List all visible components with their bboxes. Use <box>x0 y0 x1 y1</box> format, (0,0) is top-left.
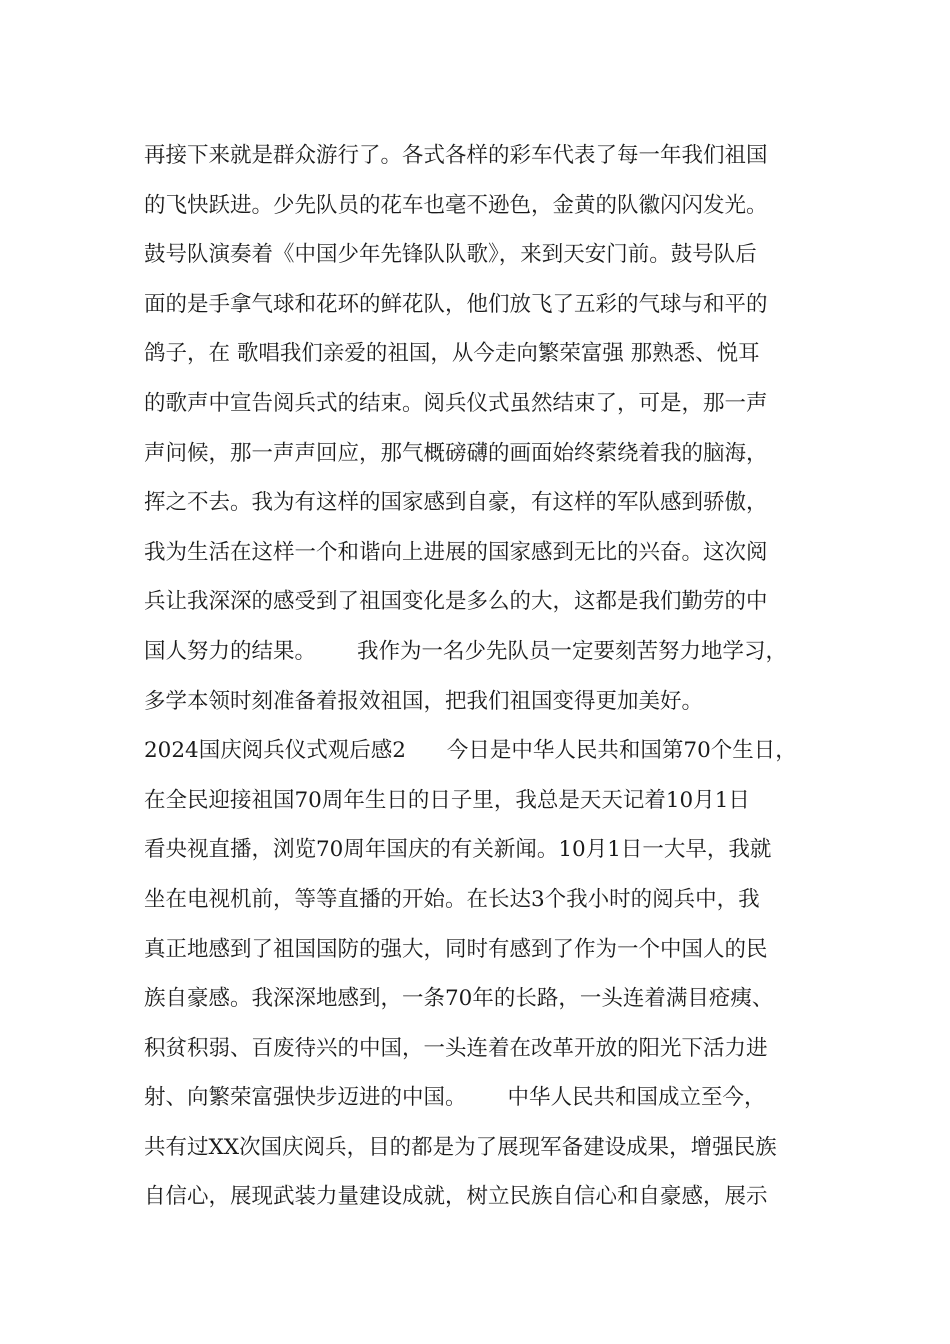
text-line: 自信心，展现武装力量建设成就，树立民族自信心和自豪感，展示 <box>144 1184 768 1210</box>
text-line: 国人努力的结果。 我作为一名少先队员一定要刻苦努力地学习， <box>144 638 788 664</box>
text-line: 族自豪感。我深深地感到，一条70年的长路，一头连着满目疮痍、 <box>144 986 774 1012</box>
text-line: 在全民迎接祖国70周年生日的日子里，我总是天天记着10月1日 <box>144 787 750 813</box>
text-line: 面的是手拿气球和花环的鲜花队，他们放飞了五彩的气球与和平的 <box>144 291 768 317</box>
text-line: 积贫积弱、百废待兴的中国，一头连着在改革开放的阳光下活力进 <box>144 1035 768 1061</box>
text-line: 鸽子，在 歌唱我们亲爱的祖国，从今走向繁荣富强 那熟悉、悦耳 <box>144 341 760 367</box>
text-line: 我为生活在这样一个和谐向上进展的国家感到无比的兴奋。这次阅 <box>144 539 768 565</box>
text-line: 声问候，那一声声回应，那气概磅礴的画面始终萦绕着我的脑海， <box>144 440 768 466</box>
text-line: 的飞快跃进。少先队员的花车也毫不逊色，金黄的队徽闪闪发光。 <box>144 192 768 218</box>
text-line: 坐在电视机前，等等直播的开始。在长达3个我小时的阅兵中，我 <box>144 886 760 912</box>
body-text <box>144 131 834 1222</box>
section-heading-line: 2024国庆阅兵仪式观后感2 今日是中华人民共和国第70个生日， <box>144 738 797 764</box>
text-line: 多学本领时刻准备着报效祖国，把我们祖国变得更加美好。 <box>144 688 704 714</box>
text-line: 共有过XX次国庆阅兵，目的都是为了展现军备建设成果，增强民族 <box>144 1134 777 1160</box>
text-line: 鼓号队演奏着《中国少年先锋队队歌》，来到天安门前。鼓号队后 <box>144 242 757 268</box>
text-line: 看央视直播，浏览70周年国庆的有关新闻。10月1日一大早，我就 <box>144 837 772 863</box>
text-line: 兵让我深深的感受到了祖国变化是多么的大，这都是我们勤劳的中 <box>144 589 768 615</box>
text-line: 真正地感到了祖国国防的强大，同时有感到了作为一个中国人的民 <box>144 936 768 962</box>
text-line: 再接下来就是群众游行了。各式各样的彩车代表了每一年我们祖国 <box>144 143 768 168</box>
text-line: 射、向繁荣富强快步迈进的中国。 中华人民共和国成立至今， <box>144 1085 766 1111</box>
text-line: 的歌声中宣告阅兵式的结束。阅兵仪式虽然结束了，可是，那一声 <box>144 390 768 416</box>
text-line: 挥之不去。我为有这样的国家感到自豪，有这样的军队感到骄傲， <box>144 490 768 516</box>
